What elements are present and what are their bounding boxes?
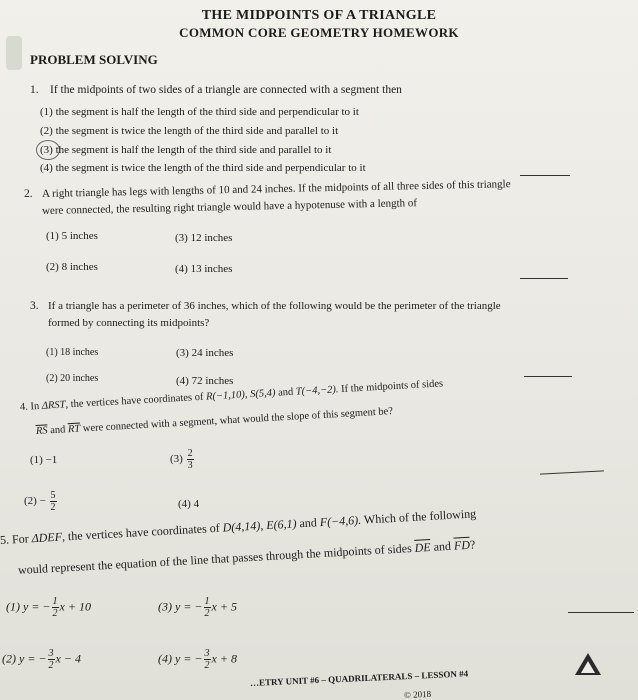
q5-segment-de: $\overline{DE}$ [414,539,432,555]
q5-option-4: (4) y = − $\frac{3}{2}$ x + 8 [158,648,237,671]
q5-and: and [299,515,318,531]
publisher-logo-icon [574,652,602,676]
footer-copyright: © 2018 [403,688,432,700]
q5-coords: D(4,14), E(6,1) [222,516,297,535]
q5-option-1-fraction: $\frac{1}{2}$ [52,596,58,619]
footer-unit-label: …ETRY UNIT #6 – QUADRILATERALS – LESSON #4 [249,668,469,688]
q3-option-3: (3) 24 inches [176,347,234,359]
q1-stem: If the midpoints of two sides of a triangle are connected with a segment then [50,84,402,96]
q1-number: 1. [30,84,39,96]
q3-option-1: (1) 18 inches [46,347,99,358]
q4-option-4: (4) 4 [178,498,200,510]
q5-coord-f: F(−4,6). [319,512,362,530]
q5-option-2-fraction: $\frac{3}{2}$ [48,648,54,671]
q1-option-4: (4) the segment is twice the length of the third side and perpendicular to it [40,162,366,174]
page-title: THE MIDPOINTS OF A TRIANGLE [201,8,437,23]
q5-tail: Which of the following [363,506,477,527]
q2-option-4: (4) 13 inches [175,263,233,275]
q5-lead: For [11,531,30,547]
q4-triangle-name: ΔRST [41,399,66,412]
q2-answer-blank [520,278,568,279]
q4-and-2: and [49,424,66,437]
q4-option-3-fraction: $\frac{2}{3}$ [187,448,193,471]
page-subtitle: COMMON CORE GEOMETRY HOMEWORK [179,25,459,40]
q3-stem-line2: formed by connecting its midpoints? [48,317,210,329]
q5-answer-blank [568,612,634,613]
q3-option-2: (2) 20 inches [46,373,99,384]
q4-option-3 [170,448,195,471]
q4-option-2-label: (2) − [24,495,46,508]
q1-option-2: (2) the segment is twice the length of the third side and parallel to it [40,125,339,137]
q2-option-1: (1) 5 inches [46,230,98,242]
section-heading: PROBLEM SOLVING [30,52,158,67]
q1-option-3: (3) the segment is half the length of the third side and parallel to it [40,144,332,156]
q5-number: 5. [0,532,10,547]
q4-answer-blank [540,470,604,474]
q5-mid: , the vertices have coordinates of [61,520,221,544]
q3-option-4: (4) 72 inches [176,375,234,387]
q4-coords: R(−1,10), S(5,4) [205,387,276,403]
q4-tail: If the midpoints of sides [340,378,444,396]
q4-option-1: (1) −1 [30,454,58,466]
q4-segment-rs: $\overline{RS}$ [35,425,48,437]
q5-option-1: (1) y = − $\frac{1}{2}$ x + 10 [6,596,91,619]
q3-number: 3. [30,300,39,312]
q3-stem-line1: If a triangle has a perimeter of 36 inches, which of the following would be the perimeter of the triangle [48,300,501,312]
q4-option-3-label: (3) [170,453,183,466]
q1-answer-blank [520,175,570,176]
q4-mid: , the vertices have coordinates of [65,391,204,411]
q5-qmark: ? [469,537,476,552]
q5-segment-fd: $\overline{FD}$ [453,537,471,553]
q5-option-3-fraction: $\frac{1}{2}$ [204,596,210,619]
q5-triangle-name: ΔDEF [31,529,63,546]
q4-number: 4. [19,401,29,413]
q1-option-1: (1) the segment is half the length of the third side and perpendicular to it [40,106,359,118]
q5-option-4-fraction: $\frac{3}{2}$ [204,648,210,671]
q4-coord-t: T(−4,−2). [295,384,339,398]
q5-option-3: (3) y = − $\frac{1}{2}$ x + 5 [158,596,237,619]
q2-number: 2. [23,187,33,200]
q4-and: and [277,386,294,399]
q2-option-3: (3) 12 inches [175,232,233,244]
q2-stem-line2: were connected, the resulting right triangle would have a hypotenuse with a length of [41,197,418,217]
q4-in: In [30,400,40,413]
q5-and-2: and [433,538,452,554]
q5-line2: would represent the equation of the line that passes through the midpoints of sides [17,541,413,577]
q4-option-2-fraction: $\frac{5}{2}$ [50,490,56,513]
q4-segment-rt: $\overline{RT}$ [67,423,81,436]
q3-answer-blank [524,376,572,377]
q4-stem-tail: were connected with a segment, what would the slope of this segment be? [82,406,394,435]
q4-option-2 [24,490,58,513]
q2-stem-line1: A right triangle has legs with lengths of 10 and 24 inches. If the midpoints of all three sides of this triangle [41,178,511,200]
q5-option-2: (2) y = − $\frac{3}{2}$ x − 4 [2,648,81,671]
q2-option-2: (2) 8 inches [46,261,98,273]
binder-hole [6,36,22,70]
